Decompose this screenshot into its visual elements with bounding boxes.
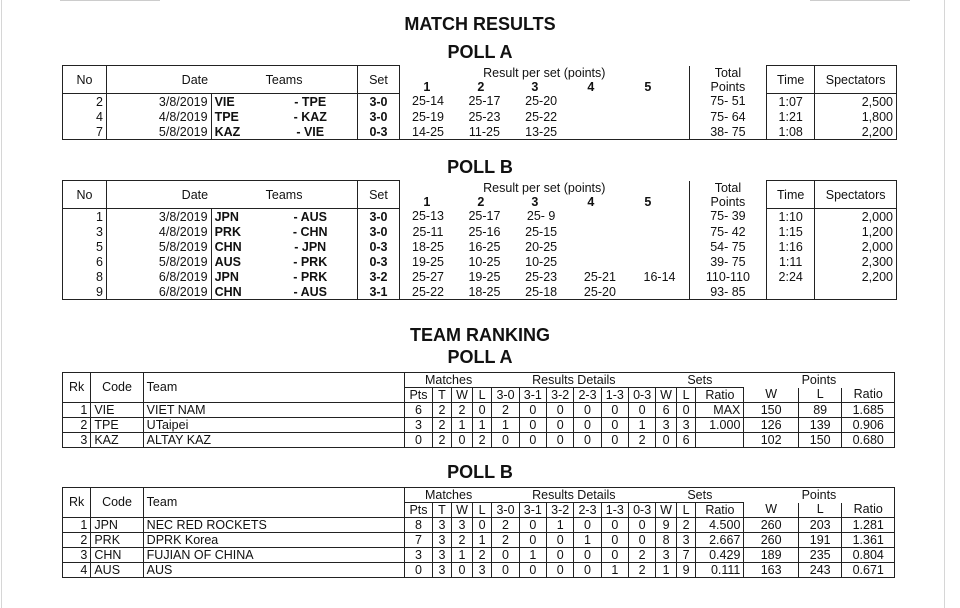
table-row: 1 VIE VIET NAM 6 2 2 0 2 0 0 0 0 0 6 0 MAX 150 89 1.685 <box>63 403 895 418</box>
page-edge-top-right <box>810 0 910 1</box>
table-row: 1 JPN NEC RED ROCKETS 8 3 3 0 2 0 1 0 0 0 9 2 4.500 260 203 1.281 <box>63 518 895 533</box>
col-points: Points <box>744 373 895 388</box>
ranking-pool-b-title: POLL B <box>447 462 513 482</box>
page-title: MATCH RESULTS <box>404 14 556 34</box>
subheader-row: Pts T W L 3-0 3-1 3-2 2-3 1-3 0-3 W L Ratio W L Ratio <box>63 388 895 403</box>
col-team: Team <box>143 488 405 518</box>
page-edge-right <box>944 0 945 608</box>
page-edge-top-left <box>60 0 160 1</box>
col-rk: Rk <box>63 488 91 518</box>
col-matches: Matches <box>405 373 492 388</box>
col-date: Date <box>106 66 211 94</box>
col-sets: Sets <box>656 373 744 388</box>
col-sets: Sets <box>656 488 744 503</box>
table-row: 8 6/8/2019 JPN - PRK 3-2 25-27 19-25 25-23 25-21 16-14 110-110 2:24 2,200 <box>63 269 897 284</box>
pool-b-title: POLL B <box>447 157 513 177</box>
col-total: Total <box>714 65 742 80</box>
col-set: Set <box>358 66 400 94</box>
table-row: 2 TPE UTaipei 3 2 1 1 1 0 0 0 0 1 3 3 1.000 126 139 0.906 <box>63 418 895 433</box>
col-s4: 4 <box>587 194 595 209</box>
header-row <box>63 373 895 388</box>
pool-a-title: POLL A <box>447 42 513 62</box>
col-no: No <box>63 66 107 94</box>
col-s3: 3 <box>531 79 539 94</box>
col-points: Points <box>710 194 746 209</box>
header-row <box>63 181 897 209</box>
ranking-title: TEAM RANKING <box>410 325 550 345</box>
col-s3: 3 <box>531 194 539 209</box>
col-teams: Teams <box>211 66 357 94</box>
col-spectators: Spectators <box>815 181 897 209</box>
col-results-details: Results Details <box>492 373 656 388</box>
col-date: Date <box>106 181 211 209</box>
table-row: 9 6/8/2019 CHN - AUS 3-1 25-22 18-25 25-18 25-20 93- 85 <box>63 284 897 300</box>
col-spectators: Spectators <box>815 66 897 94</box>
header-row <box>63 488 895 503</box>
col-s1: 1 <box>423 194 431 209</box>
table-row: 7 5/8/2019 KAZ - VIE 0-3 14-25 11-25 13-25 38- 75 1:08 2,200 <box>63 124 897 140</box>
col-time: Time <box>767 66 815 94</box>
col-time: Time <box>767 181 815 209</box>
col-rk: Rk <box>63 373 91 403</box>
table-row: 1 3/8/2019 JPN - AUS 3-0 25-13 25-17 25- 9 75- 39 1:10 2,000 <box>63 209 897 225</box>
col-total: Total <box>714 180 742 195</box>
table-row: 4 AUS AUS 0 3 0 3 0 0 0 0 1 2 1 9 0.111 163 243 0.671 <box>63 563 895 578</box>
col-s2: 2 <box>477 194 485 209</box>
col-s2: 2 <box>477 79 485 94</box>
header-row <box>63 66 897 94</box>
col-no: No <box>63 181 107 209</box>
table-row: 5 5/8/2019 CHN - JPN 0-3 18-25 16-25 20-25 54- 75 1:16 2,000 <box>63 239 897 254</box>
ranking-pool-a-title: POLL A <box>447 347 513 367</box>
col-code: Code <box>91 488 143 518</box>
col-result: Result per set (points) <box>483 65 606 80</box>
col-results-details: Results Details <box>492 488 656 503</box>
col-s4: 4 <box>587 79 595 94</box>
table-row: 2 PRK DPRK Korea 7 3 2 1 2 0 0 1 0 0 8 3 2.667 260 191 1.361 <box>63 533 895 548</box>
pool-b-results-table <box>62 180 897 300</box>
col-team: Team <box>143 373 405 403</box>
ranking-pool-a-table <box>62 372 895 448</box>
col-code: Code <box>91 373 143 403</box>
ranking-pool-b-table <box>62 487 895 578</box>
page-edge-left <box>1 0 2 608</box>
subheader-row: Pts T W L 3-0 3-1 3-2 2-3 1-3 0-3 W L Ratio W L Ratio <box>63 503 895 518</box>
col-s5: 5 <box>644 194 652 209</box>
col-result: Result per set (points) <box>483 180 606 195</box>
col-points: Points <box>710 79 746 94</box>
col-s1: 1 <box>423 79 431 94</box>
table-row: 6 5/8/2019 AUS - PRK 0-3 19-25 10-25 10-25 39- 75 1:11 2,300 <box>63 254 897 269</box>
col-s5: 5 <box>644 79 652 94</box>
table-row: 3 CHN FUJIAN OF CHINA 3 3 1 2 0 1 0 0 0 2 3 7 0.429 189 235 0.804 <box>63 548 895 563</box>
pool-a-results-table <box>62 65 897 140</box>
col-set: Set <box>358 181 400 209</box>
table-row: 3 4/8/2019 PRK - CHN 3-0 25-11 25-16 25-15 75- 42 1:15 1,200 <box>63 224 897 239</box>
col-teams: Teams <box>211 181 357 209</box>
col-matches: Matches <box>405 488 492 503</box>
col-points: Points <box>744 488 895 503</box>
table-row: 2 3/8/2019 VIE - TPE 3-0 25-14 25-17 25-20 75- 51 1:07 2,500 <box>63 94 897 110</box>
table-row: 4 4/8/2019 TPE - KAZ 3-0 25-19 25-23 25-22 75- 64 1:21 1,800 <box>63 109 897 124</box>
table-row: 3 KAZ ALTAY KAZ 0 2 0 2 0 0 0 0 0 2 0 6 102 150 0.680 <box>63 433 895 448</box>
